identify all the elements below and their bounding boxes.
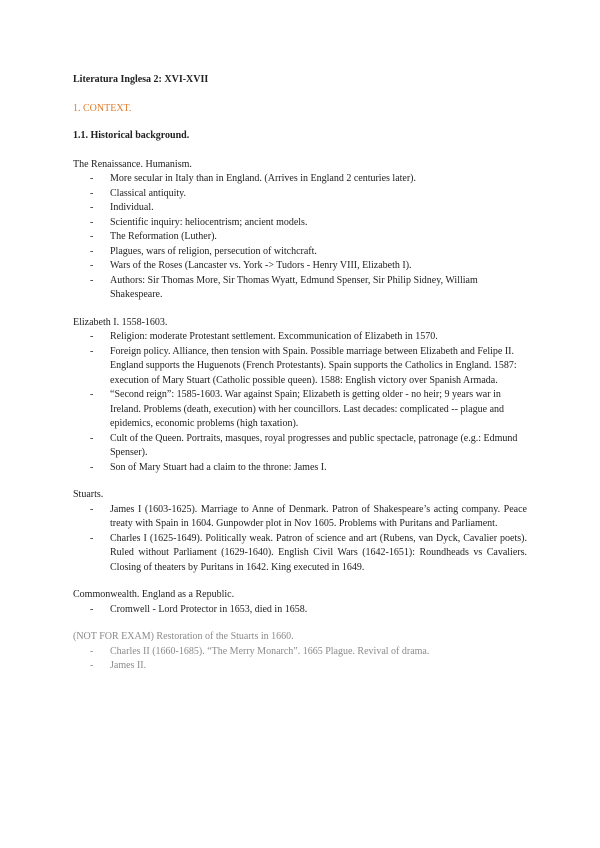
bullet-list	[73, 172, 527, 303]
list-item: - Cromwell - Lord Protector in 1653, died in 1658.	[73, 603, 527, 618]
list-item: - Scientific inquiry: heliocentrism; ancient models.	[73, 216, 527, 231]
document-content	[73, 73, 527, 687]
list-item: - The Reformation (Luther).	[73, 230, 527, 245]
restoration-block	[73, 630, 527, 674]
block-heading: (NOT FOR EXAM) Restoration of the Stuarts in 1660.	[73, 631, 294, 642]
elizabeth-block	[73, 316, 527, 476]
list-item: - Charles I (1625-1649). Politically weak. Patron of science and art (Rubens, van Dyck, Cavalier poets). Ruled without Parliament (1629-1640). English Civil Wars (1642-1651): Roundheads vs Cavaliers. Closing of theaters by Puritans in 1642. King executed in 1649.	[73, 532, 527, 576]
list-item: - Plagues, wars of religion, persecution of witchcraft.	[73, 245, 527, 260]
list-item: - Religion: moderate Protestant settlement. Excommunication of Elizabeth in 1570.	[73, 330, 527, 345]
subsection-title: 1.1. Historical background.	[73, 130, 190, 141]
bullet-list	[73, 503, 527, 576]
list-item: - James I (1603-1625). Marriage to Anne of Denmark. Patron of Shakespeare’s acting company. Peace treaty with Spain in 1604. Gunpowder plot in Nov 1605. Problems with Puritans and Parliament.	[73, 503, 527, 532]
list-item: - James II.	[73, 659, 527, 674]
list-item: - Wars of the Roses (Lancaster vs. York -> Tudors - Henry VIII, Elizabeth I).	[73, 259, 527, 274]
list-item: - Classical antiquity.	[73, 187, 527, 202]
list-item: - Authors: Sir Thomas More, Sir Thomas Wyatt, Edmund Spenser, Sir Philip Sidney, William Shakespeare.	[73, 274, 527, 303]
list-item: - Charles II (1660-1685). “The Merry Monarch”. 1665 Plague. Revival of drama.	[73, 645, 527, 660]
list-item: - “Second reign”: 1585-1603. War against Spain; Elizabeth is getting older - no heir; 9 years war in Ireland. Problems (death, execution) with her councillors. Last decades: complicated -- plague and epidemics, economic problems (high taxation).	[73, 388, 527, 432]
block-heading: Stuarts.	[73, 489, 104, 500]
list-item: - Son of Mary Stuart had a claim to the throne: James I.	[73, 461, 527, 476]
bullet-list	[73, 330, 527, 475]
section-title: 1. CONTEXT.	[73, 102, 132, 114]
list-item: - More secular in Italy than in England. (Arrives in England 2 centuries later).	[73, 172, 527, 187]
list-item: - Foreign policy. Alliance, then tension with Spain. Possible marriage between Elizabeth and Felipe II. England supports the Huguenots (French Protestants). Spain supports the Catholics in England. 1587: execution of Mary Stuart (Catholic possible queen). 1588: English victory over Spanish Armada.	[73, 345, 527, 389]
commonwealth-block	[73, 588, 527, 617]
bullet-list	[73, 645, 527, 674]
block-heading: Elizabeth I. 1558-1603.	[73, 316, 168, 328]
stuarts-block	[73, 488, 527, 575]
bullet-list	[73, 603, 527, 618]
list-item: - Cult of the Queen. Portraits, masques, royal progresses and public spectacle, patronage (e.g.: Edmund Spenser).	[73, 432, 527, 461]
document-title: Literatura Inglesa 2: XVI-XVII	[73, 74, 209, 85]
block-heading: Commonwealth. England as a Republic.	[73, 589, 235, 600]
renaissance-block	[73, 158, 527, 303]
block-heading: The Renaissance. Humanism.	[73, 158, 192, 170]
list-item: - Individual.	[73, 201, 527, 216]
